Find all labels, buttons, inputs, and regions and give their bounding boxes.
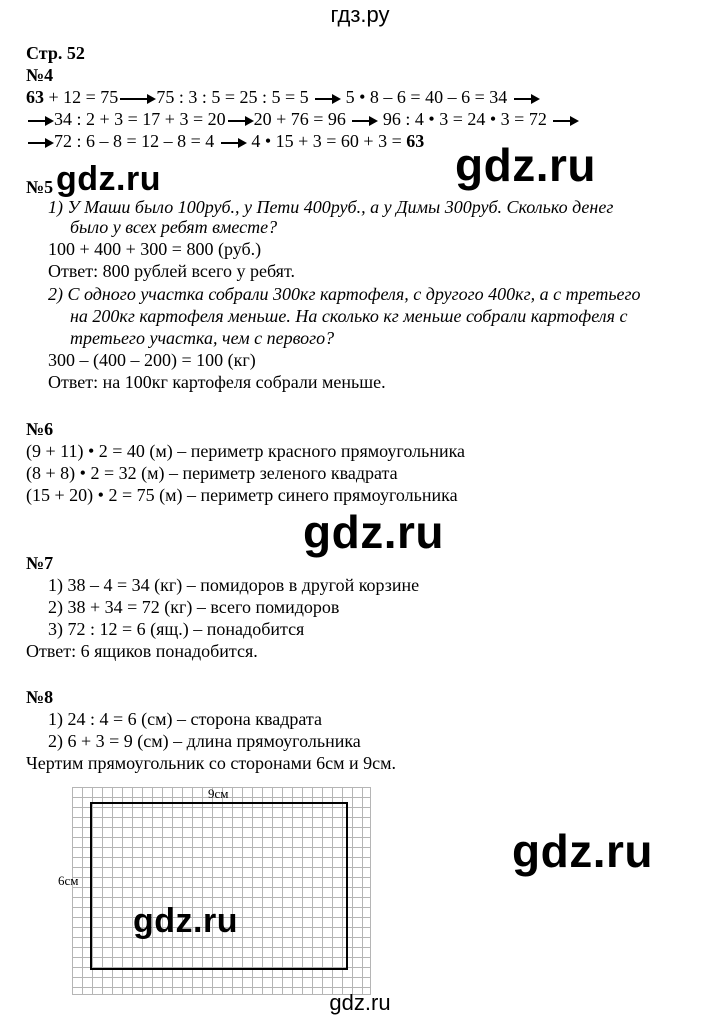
task4-step7: 72 : 6 – 8 = 12 – 8 = 4	[54, 131, 215, 151]
task5-answer2: Ответ: на 100кг картофеля собрали меньше.	[48, 372, 386, 392]
task4-step8: 4 • 15 + 3 = 60 + 3 =	[251, 131, 402, 151]
watermark: gdz.ru	[303, 506, 444, 558]
task5-answer1: Ответ: 800 рублей всего у ребят.	[48, 261, 295, 281]
task6-line1: (9 + 11) • 2 = 40 (м) – периметр красного прямоугольника	[26, 441, 466, 461]
task4-step1: + 12 = 75	[48, 87, 119, 107]
arrow-icon	[28, 120, 52, 122]
task5-number: №5	[26, 177, 54, 197]
arrow-icon	[221, 142, 245, 144]
task5-q1-line2: было у всех ребят вместе?	[70, 217, 278, 237]
task4-step3: 5 • 8 – 6 = 40 – 6 = 34	[345, 87, 508, 107]
task8-number: №8	[26, 687, 54, 707]
arrow-icon	[28, 142, 52, 144]
task7-number: №7	[26, 553, 54, 573]
task4-row3	[26, 130, 424, 152]
task4-row1	[26, 86, 540, 108]
page-label: Стр. 52	[26, 43, 85, 63]
task5-q1-line1: 1) У Маши было 100руб., у Пети 400руб., а у Димы 300руб. Сколько денег	[48, 197, 614, 217]
task4-row2	[26, 108, 579, 130]
watermark: gdz.ru	[133, 902, 238, 940]
site-footer: gdz.ru	[329, 990, 391, 1015]
watermark: gdz.ru	[512, 825, 653, 877]
task5-q2-line2: на 200кг картофеля меньше. На сколько кг меньше собрали картофеля с	[70, 306, 628, 326]
watermark: gdz.ru	[56, 160, 161, 198]
arrow-icon	[228, 120, 252, 122]
task7-line3: 3) 72 : 12 = 6 (ящ.) – понадобится	[48, 619, 305, 639]
task8-line1: 1) 24 : 4 = 6 (см) – сторона квадрата	[48, 709, 323, 729]
rectangle-width-label: 9см	[208, 786, 229, 801]
task4-number: №4	[26, 65, 54, 85]
task5-q2-line1: 2) С одного участка собрали 300кг картофеля, с другого 400кг, а с третьего	[48, 284, 641, 304]
task6-number: №6	[26, 419, 54, 439]
task4-step6: 96 : 4 • 3 = 24 • 3 = 72	[382, 109, 547, 129]
arrow-icon	[553, 120, 577, 122]
task5-calc1: 100 + 400 + 300 = 800 (руб.)	[48, 239, 262, 259]
task4-step5: 20 + 76 = 96	[253, 109, 346, 129]
task8-line3: Чертим прямоугольник со сторонами 6см и 9см.	[26, 753, 397, 773]
task7-answer: Ответ: 6 ящиков понадобится.	[26, 641, 258, 661]
task5-q2-line3: третьего участка, чем с первого?	[70, 328, 335, 348]
task4-step2: 75 : 3 : 5 = 25 : 5 = 5	[156, 87, 309, 107]
task8-line2: 2) 6 + 3 = 9 (см) – длина прямоугольника	[48, 731, 361, 751]
task6-line3: (15 + 20) • 2 = 75 (м) – периметр синего прямоугольника	[26, 485, 458, 505]
task4-step4: 34 : 2 + 3 = 17 + 3 = 20	[54, 109, 226, 129]
task6-line2: (8 + 8) • 2 = 32 (м) – периметр зеленого квадрата	[26, 463, 398, 483]
arrow-icon	[120, 98, 154, 100]
task7-line2: 2) 38 + 34 = 72 (кг) – всего помидоров	[48, 597, 340, 617]
watermark: gdz.ru	[455, 139, 596, 191]
drawn-rectangle	[90, 802, 348, 970]
task7-line1: 1) 38 – 4 = 34 (кг) – помидоров в другой корзине	[48, 575, 420, 595]
task4-start: 63	[26, 87, 44, 107]
task4-end: 63	[406, 131, 425, 151]
site-header: гдз.ру	[330, 2, 390, 27]
task5-calc2: 300 – (400 – 200) = 100 (кг)	[48, 350, 256, 370]
arrow-icon	[352, 120, 376, 122]
arrow-icon	[315, 98, 339, 100]
rectangle-height-label: 6см	[58, 873, 79, 888]
arrow-icon	[514, 98, 538, 100]
